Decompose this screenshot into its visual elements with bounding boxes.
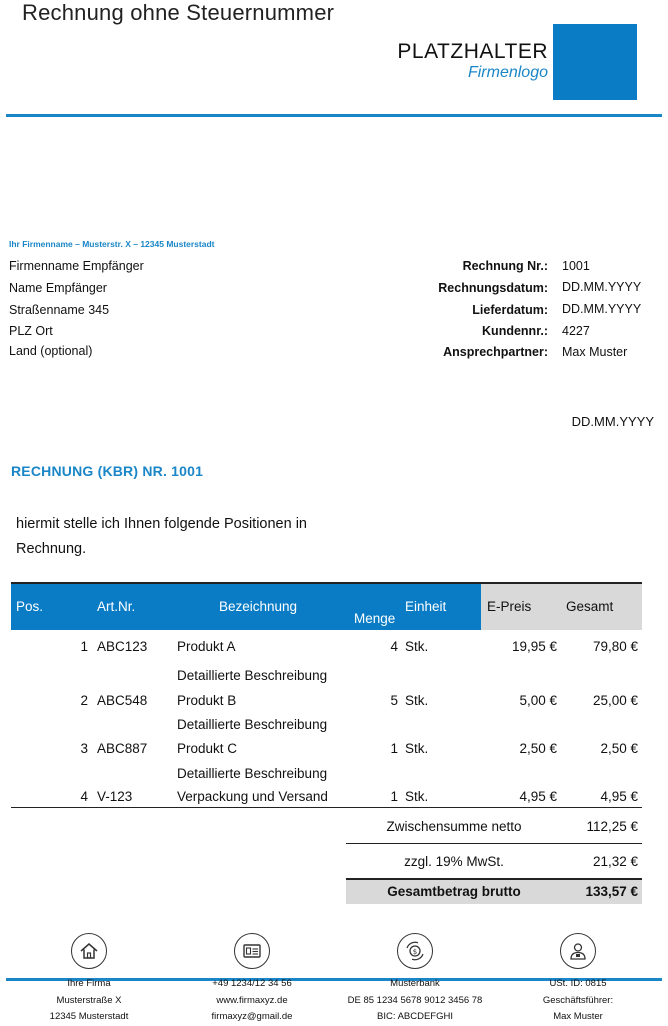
table-row-unit-price: 19,95 € [511, 639, 557, 654]
table-row-total: 79,80 € [592, 639, 638, 654]
contact-person-value: Max Muster [562, 345, 628, 359]
recipient-company: Firmenname Empfänger [9, 259, 144, 273]
table-row-unit: Stk. [405, 789, 429, 804]
table-row-total: 2,50 € [600, 741, 638, 756]
footer-line: Geschäftsführer: [542, 994, 614, 1006]
svg-text:$: $ [412, 948, 418, 956]
table-row-description: Produkt C [177, 741, 238, 756]
table-row-pos: 2 [80, 693, 88, 708]
invoice-number-label: Rechnung Nr.: [462, 259, 548, 273]
footer-company [14, 976, 164, 1026]
intro-text: hiermit stelle ich Ihnen folgende Positionen in Rechnung. [16, 516, 307, 557]
table-row-pos: 1 [80, 639, 88, 654]
table-row-unit: Stk. [405, 741, 429, 756]
recipient-street: Straßenname 345 [9, 303, 110, 317]
vat-value: 21,32 € [592, 854, 638, 869]
logo-box [553, 24, 637, 100]
header-divider [6, 114, 662, 117]
col-header-quantity: Menge [354, 611, 396, 626]
document-title: Rechnung ohne Steuernummer [22, 0, 335, 25]
table-row-total: 4,95 € [600, 789, 638, 804]
summary-divider [346, 843, 642, 844]
invoice-date-value: DD.MM.YYYY [562, 280, 642, 294]
home-icon [71, 933, 107, 969]
footer-line: DE 85 1234 5678 9012 3456 78 [347, 994, 483, 1006]
document-date: DD.MM.YYYY [571, 414, 654, 429]
table-row-unit-price: 2,50 € [519, 741, 557, 756]
delivery-date-value: DD.MM.YYYY [562, 302, 642, 316]
logo-placeholder-text: PLATZHALTER [397, 40, 548, 63]
table-row-detail: Detaillierte Beschreibung [177, 717, 328, 732]
footer-line: USt. ID: 0815 [549, 978, 607, 989]
recipient-city: PLZ Ort [9, 324, 53, 338]
col-header-unit-price: E-Preis [487, 599, 532, 614]
footer-line: Max Muster [553, 1011, 603, 1022]
sender-line: Ihr Firmenname – Musterstr. X – 12345 Musterstadt [9, 239, 215, 249]
table-row-unit: Stk. [405, 693, 429, 708]
footer-contact [177, 976, 327, 1026]
footer-line: 12345 Musterstadt [49, 1011, 129, 1022]
table-row-pos: 4 [80, 789, 88, 804]
table-row-article: ABC123 [97, 639, 148, 654]
footer-line: BIC: ABCDEFGHI [376, 1011, 453, 1022]
person-id-icon [560, 933, 596, 969]
table-row-detail: Detaillierte Beschreibung [177, 766, 328, 781]
customer-number-label: Kundennr.: [482, 324, 548, 338]
invoice-date-label: Rechnungsdatum: [438, 281, 548, 295]
footer-line: Musterstraße X [56, 994, 122, 1006]
table-row-quantity: 1 [390, 789, 398, 804]
contact-person-label: Ansprechpartner: [443, 345, 548, 359]
money-exchange-icon [397, 933, 433, 969]
logo-subtitle: Firmenlogo [467, 64, 548, 81]
table-row-unit-price: 5,00 € [519, 693, 557, 708]
table-row-article: ABC887 [97, 741, 148, 756]
footer-tax [503, 976, 653, 1026]
table-row-description: Produkt A [177, 639, 236, 654]
col-header-pos: Pos. [16, 599, 44, 614]
table-row-quantity: 5 [390, 693, 398, 708]
footer-line: +49 1234/12 34 56 [212, 978, 292, 989]
table-row-description: Verpackung und Versand [177, 789, 328, 804]
delivery-date-label: Lieferdatum: [472, 303, 548, 317]
table-row-unit-price: 4,95 € [519, 789, 557, 804]
table-row-total: 25,00 € [592, 693, 638, 708]
subtotal-value: 112,25 € [586, 819, 638, 834]
col-header-description: Bezeichnung [219, 599, 298, 614]
footer-line: firmaxyz@gmail.de [211, 1011, 293, 1022]
col-header-article: Art.Nr. [97, 599, 136, 614]
table-bottom-border [11, 807, 642, 808]
recipient-country: Land (optional) [9, 344, 93, 358]
contact-card-icon [234, 933, 270, 969]
footer-bank [340, 976, 490, 1026]
table-row-article: V-123 [97, 789, 133, 804]
footer-line: Musterbank [390, 978, 440, 989]
table-row-detail: Detaillierte Beschreibung [177, 668, 328, 683]
grand-total-label: Gesamtbetrag brutto [387, 884, 521, 899]
footer-line: www.firmaxyz.de [216, 994, 288, 1006]
table-row-quantity: 4 [390, 639, 398, 654]
footer-line: Ihre Firma [67, 978, 111, 989]
table-row-pos: 3 [80, 741, 88, 756]
table-row-unit: Stk. [405, 639, 429, 654]
subtotal-label: Zwischensumme netto [386, 819, 522, 834]
table-row-description: Produkt B [177, 693, 237, 708]
customer-number-value: 4227 [562, 324, 590, 338]
col-header-unit: Einheit [405, 599, 447, 614]
table-row-article: ABC548 [97, 693, 148, 708]
vat-label: zzgl. 19% MwSt. [404, 854, 504, 869]
invoice-heading: RECHNUNG (KBR) NR. 1001 [11, 463, 204, 479]
table-row-quantity: 1 [390, 741, 398, 756]
recipient-name: Name Empfänger [9, 281, 107, 295]
col-header-total: Gesamt [566, 599, 614, 614]
invoice-number-value: 1001 [562, 259, 590, 273]
grand-total-value: 133,57 € [585, 884, 638, 899]
